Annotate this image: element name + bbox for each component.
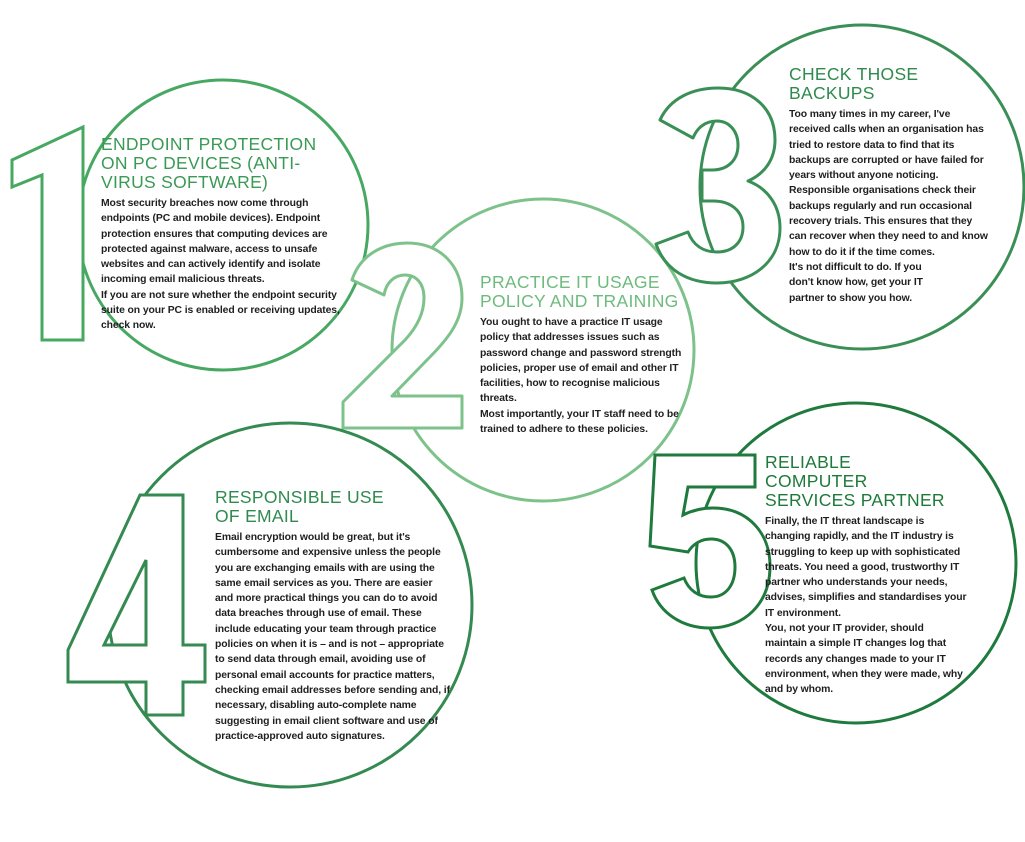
section-2-paragraph: Most importantly, your IT staff need to be trained to adhere to these policies. [480,408,679,436]
section-1-numeral [12,127,83,340]
section-5-title: RELIABLE COMPUTER SERVICES PARTNER [765,452,945,510]
section-3-numeral [656,88,780,283]
section-4-numeral [68,495,205,715]
section-2-paragraph: You ought to have a practice IT usage policy that addresses issues such as password change and password strength policies, proper use of email and other IT facilities, how to recognise malicious threats. [480,317,682,405]
section-3-paragraph: It's not difficult to do. If you don't know how, get your IT partner to show you how. [789,261,923,304]
section-1 [101,135,341,334]
section-4-paragraph: Email encryption would be great, but it's cumbersome and expensive unless the people you are exchanging emails with are using the same email services as you. There are easier and more practical things you can do to avoid data breaches through use of email. These include educating your team through practice policies on when it is – and is not – appropriate to send data through email, avoiding use of personal email accounts for practice matters, checking email addresses before sending and, if necessary, disabling auto-complete name suggesting in email client software and use of practice-approved auto signatures. [215,532,450,742]
section-1-paragraph: If you are not sure whether the endpoint security suite on your PC is enabled or receiving updates, check now. [101,289,340,332]
section-1-title: ENDPOINT PROTECTION ON PC DEVICES (ANTI-VIRUS SOFTWARE) [101,134,317,192]
section-3-paragraph: Responsible organisations check their backups regularly and run occasional recovery trials. This ensures that they can recover when they need to and know how to do it if the time comes. [789,185,988,258]
section-4 [215,488,450,744]
section-5-paragraph: Finally, the IT threat landscape is changing rapidly, and the IT industry is struggling to keep up with sophisticated threats. You need a good, trustworthy IT partner who understands your needs, advises, simplifies and standardises your IT environment. [765,516,967,619]
section-1-paragraph: Most security breaches now come through endpoints (PC and mobile devices). Endpoint protection ensures that computing devices are protected against malware, access to unsafe websites and can actively identify and isolate incoming email malicious threats. [101,198,328,286]
section-5-paragraph: You, not your IT provider, should maintain a simple IT changes log that records any changes made to your IT environment, when they were made, why and by whom. [765,623,963,696]
section-4-title: RESPONSIBLE USE OF EMAIL [215,487,384,526]
section-3-paragraph: Too many times in my career, I've received calls when an organisation has tried to restore data to find that its backups are corrupted or have failed for years without anyone noticing. [789,109,984,182]
section-5 [765,453,967,698]
section-5-numeral [650,455,770,628]
section-2-numeral [343,243,462,428]
section-3 [789,65,989,306]
section-2-title: PRACTICE IT USAGE POLICY AND TRAINING [480,272,679,311]
section-2 [480,273,685,437]
section-3-title: CHECK THOSE BACKUPS [789,64,919,103]
